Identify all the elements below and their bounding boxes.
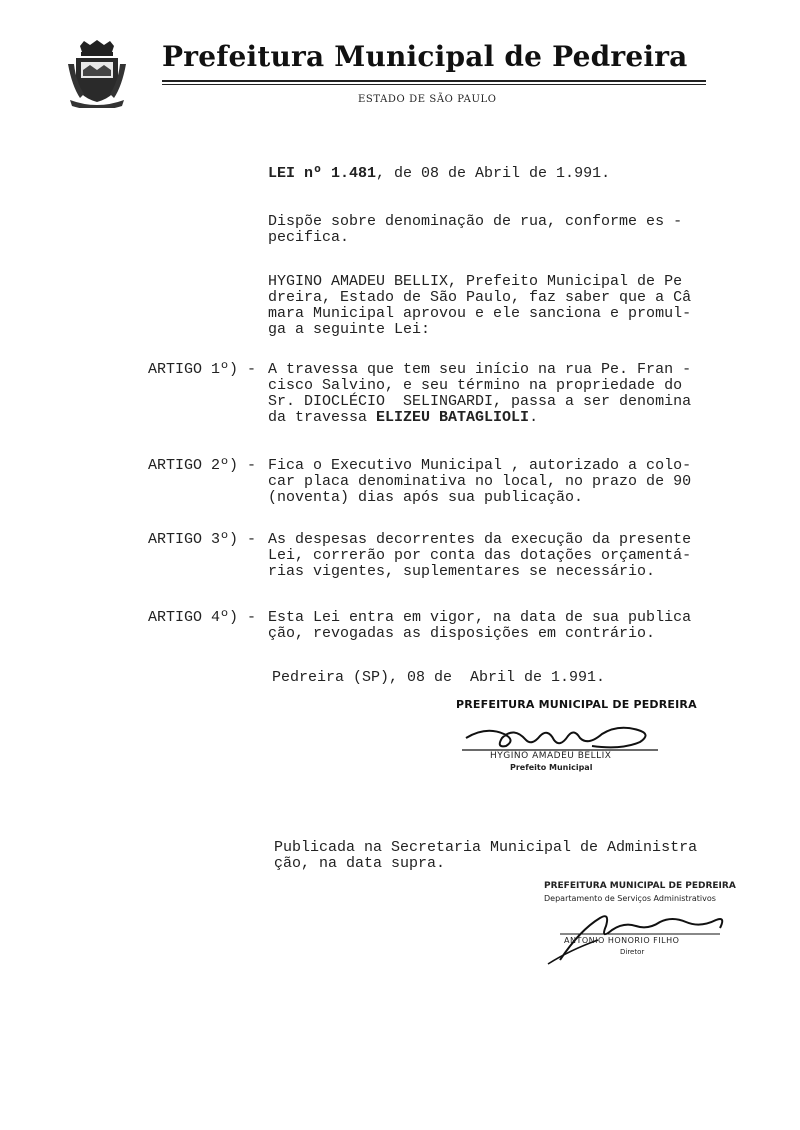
preamble-line: ga a seguinte Lei: <box>268 321 431 338</box>
director-role: Diretor <box>620 948 645 956</box>
law-date: , de 08 de Abril de 1.991. <box>376 165 611 182</box>
page-title: Prefeitura Municipal de Pedreira <box>162 40 688 73</box>
law-summary-line: pecifica. <box>268 229 350 246</box>
article-line: car placa denominativa no local, no prazo de 90 <box>268 473 692 490</box>
article-label: ARTIGO 2º) - <box>148 457 257 474</box>
mayor-stamp-org: PREFEITURA MUNICIPAL DE PEDREIRA <box>456 698 697 711</box>
article-line: cisco Salvino, e seu término na propriedade do <box>268 377 683 394</box>
article-line: A travessa que tem seu início na rua Pe. Fran - <box>268 361 692 378</box>
article-label: ARTIGO 3º) - <box>148 531 257 548</box>
street-name: ELIZEU BATAGLIOLI <box>376 409 530 426</box>
director-name: ANTONIO HONORIO FILHO <box>564 936 680 945</box>
article-line: Sr. DIOCLÉCIO SELINGARDI, passa a ser denomina <box>268 393 692 410</box>
preamble-line: HYGINO AMADEU BELLIX, Prefeito Municipal de Pe <box>268 273 683 290</box>
header-rule <box>162 80 706 82</box>
law-number: LEI nº 1.481 <box>268 165 377 182</box>
mayor-role: Prefeito Municipal <box>510 763 593 772</box>
law-summary-line: Dispõe sobre denominação de rua, conforme es - <box>268 213 683 230</box>
publication-stamp-dept: Departamento de Serviços Administrativos <box>544 894 716 903</box>
article-line: Lei, correrão por conta das dotações orçamentá- <box>268 547 692 564</box>
article-line-end: . <box>529 409 539 426</box>
article-line: (noventa) dias após sua publicação. <box>268 489 584 506</box>
publication-stamp-org: PREFEITURA MUNICIPAL DE PEDREIRA <box>544 881 736 891</box>
article-line-text: da travessa <box>268 409 377 426</box>
preamble-line: dreira, Estado de São Paulo, faz saber que a Câ <box>268 289 692 306</box>
article-line: Esta Lei entra em vigor, na data de sua publica <box>268 609 692 626</box>
article-line: Fica o Executivo Municipal , autorizado a colo- <box>268 457 692 474</box>
state-subtitle: ESTADO DE SÃO PAULO <box>358 94 497 105</box>
article-label: ARTIGO 4º) - <box>148 609 257 626</box>
law-heading <box>268 166 610 182</box>
preamble-line: mara Municipal aprovou e ele sanciona e promul- <box>268 305 692 322</box>
article-line <box>268 410 538 426</box>
coat-of-arms-icon <box>66 40 128 108</box>
article-label: ARTIGO 1º) - <box>148 361 257 378</box>
publication-line: ção, na data supra. <box>274 855 446 872</box>
article-line: As despesas decorrentes da execução da presente <box>268 531 692 548</box>
mayor-name: HYGINO AMADEU BELLIX <box>490 751 612 761</box>
publication-line: Publicada na Secretaria Municipal de Administra <box>274 839 698 856</box>
place-date: Pedreira (SP), 08 de Abril de 1.991. <box>272 669 606 686</box>
article-line: rias vigentes, suplementares se necessário. <box>268 563 656 580</box>
article-line: ção, revogadas as disposições em contrário. <box>268 625 656 642</box>
header-rule <box>162 84 706 85</box>
